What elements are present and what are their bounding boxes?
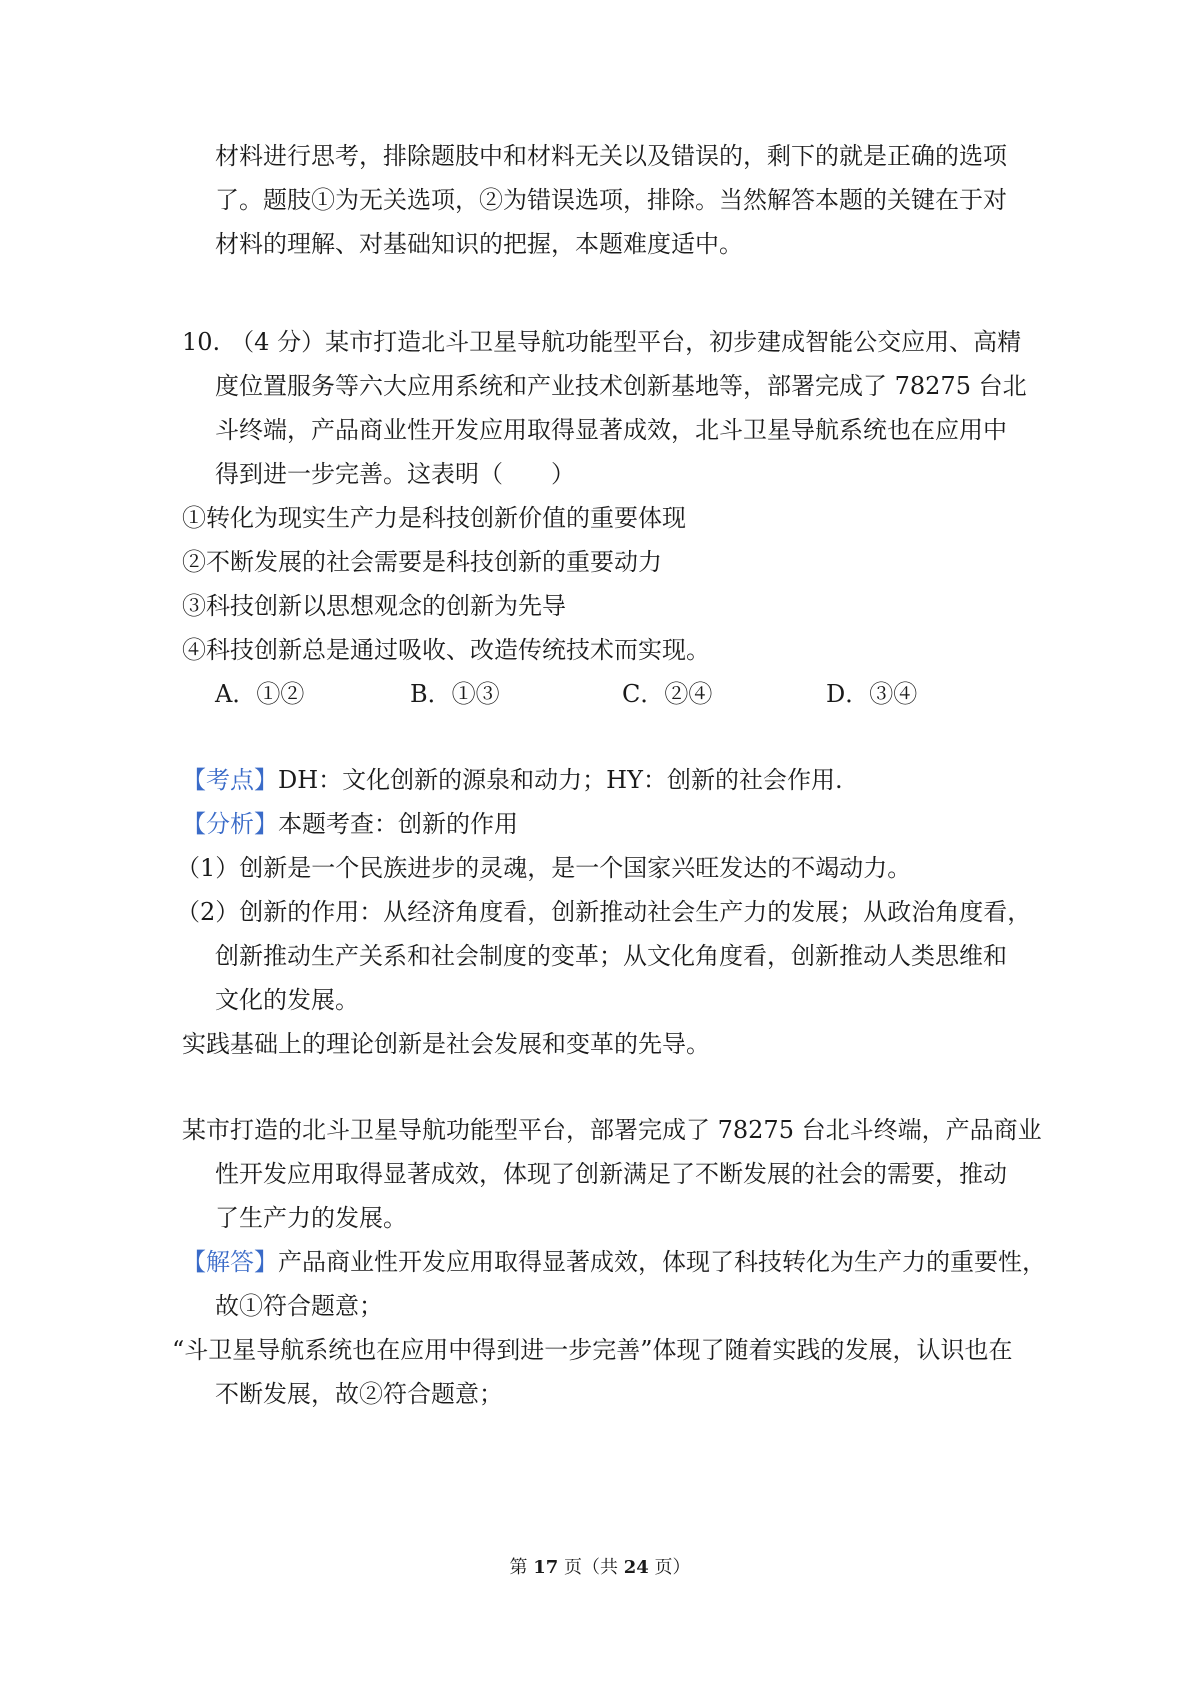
prev-analysis-line: 了。题肢①为无关选项，②为错误选项，排除。当然解答本题的关键在于对 bbox=[215, 186, 1007, 214]
option-a: A．①② bbox=[215, 680, 305, 708]
fenxi-text: 本题考查：创新的作用 bbox=[278, 810, 518, 838]
footer-page-number: 17 bbox=[533, 1557, 559, 1578]
fenxi-paragraph-line: 创新推动生产关系和社会制度的变革；从文化角度看，创新推动人类思维和 bbox=[215, 942, 1007, 970]
kaodian-tag: 【考点】 bbox=[182, 766, 278, 794]
footer-total-pages: 24 bbox=[623, 1557, 649, 1578]
fenxi-section bbox=[182, 808, 518, 840]
jieda-text: 产品商业性开发应用取得显著成效，体现了科技转化为生产力的重要性， bbox=[278, 1248, 1046, 1276]
jieda-line: 故①符合题意； bbox=[215, 1292, 383, 1320]
statement-item: ④科技创新总是通过吸收、改造传统技术而实现。 bbox=[182, 636, 710, 664]
jieda-line: “斗卫星导航系统也在应用中得到进一步完善”体现了随着实践的发展，认识也在 bbox=[172, 1336, 1013, 1364]
question-stem-text: （4 分）某市打造北斗卫星导航功能型平台，初步建成智能公交应用、高精 bbox=[230, 328, 1022, 356]
footer-middle: 页（共 bbox=[564, 1557, 618, 1578]
jieda-line: 不断发展，故②符合题意； bbox=[215, 1380, 503, 1408]
fenxi-paragraph-line: 了生产力的发展。 bbox=[215, 1204, 407, 1232]
page-footer bbox=[0, 1556, 1200, 1580]
kaodian-text: DH：文化创新的源泉和动力；HY：创新的社会作用. bbox=[278, 766, 843, 794]
statement-item: ②不断发展的社会需要是科技创新的重要动力 bbox=[182, 548, 662, 576]
fenxi-tag: 【分析】 bbox=[182, 810, 278, 838]
fenxi-paragraph: 某市打造的北斗卫星导航功能型平台，部署完成了 78275 台北斗终端，产品商业 bbox=[182, 1116, 1042, 1144]
prev-analysis-line: 材料进行思考，排除题肢中和材料无关以及错误的，剩下的就是正确的选项 bbox=[215, 142, 1007, 170]
footer-suffix: 页） bbox=[654, 1557, 691, 1578]
jieda-tag: 【解答】 bbox=[182, 1248, 278, 1276]
question-stem-line: 度位置服务等六大应用系统和产业技术创新基地等，部署完成了 78275 台北 bbox=[215, 372, 1027, 400]
fenxi-paragraph: （2）创新的作用：从经济角度看，创新推动社会生产力的发展；从政治角度看， bbox=[176, 898, 1032, 926]
option-b: B．①③ bbox=[410, 680, 500, 708]
fenxi-paragraph-line: 文化的发展。 bbox=[215, 986, 359, 1014]
fenxi-paragraph: 实践基础上的理论创新是社会发展和变革的先导。 bbox=[182, 1030, 710, 1058]
jieda-section bbox=[182, 1246, 1046, 1278]
question-stem-line: 得到进一步完善。这表明（ ） bbox=[215, 460, 575, 488]
prev-analysis-line: 材料的理解、对基础知识的把握，本题难度适中。 bbox=[215, 230, 743, 258]
question-stem-line: 斗终端，产品商业性开发应用取得显著成效，北斗卫星导航系统也在应用中 bbox=[215, 416, 1007, 444]
kaodian-section bbox=[182, 764, 843, 796]
footer-prefix: 第 bbox=[509, 1557, 528, 1578]
option-c: C．②④ bbox=[622, 680, 713, 708]
statement-item: ①转化为现实生产力是科技创新价值的重要体现 bbox=[182, 504, 686, 532]
question-number: 10. bbox=[182, 328, 221, 356]
fenxi-paragraph: （1）创新是一个民族进步的灵魂，是一个国家兴旺发达的不竭动力。 bbox=[176, 854, 912, 882]
statement-item: ③科技创新以思想观念的创新为先导 bbox=[182, 592, 566, 620]
fenxi-paragraph-line: 性开发应用取得显著成效，体现了创新满足了不断发展的社会的需要，推动 bbox=[215, 1160, 1007, 1188]
option-d: D．③④ bbox=[826, 680, 918, 708]
question-stem bbox=[182, 326, 1021, 358]
